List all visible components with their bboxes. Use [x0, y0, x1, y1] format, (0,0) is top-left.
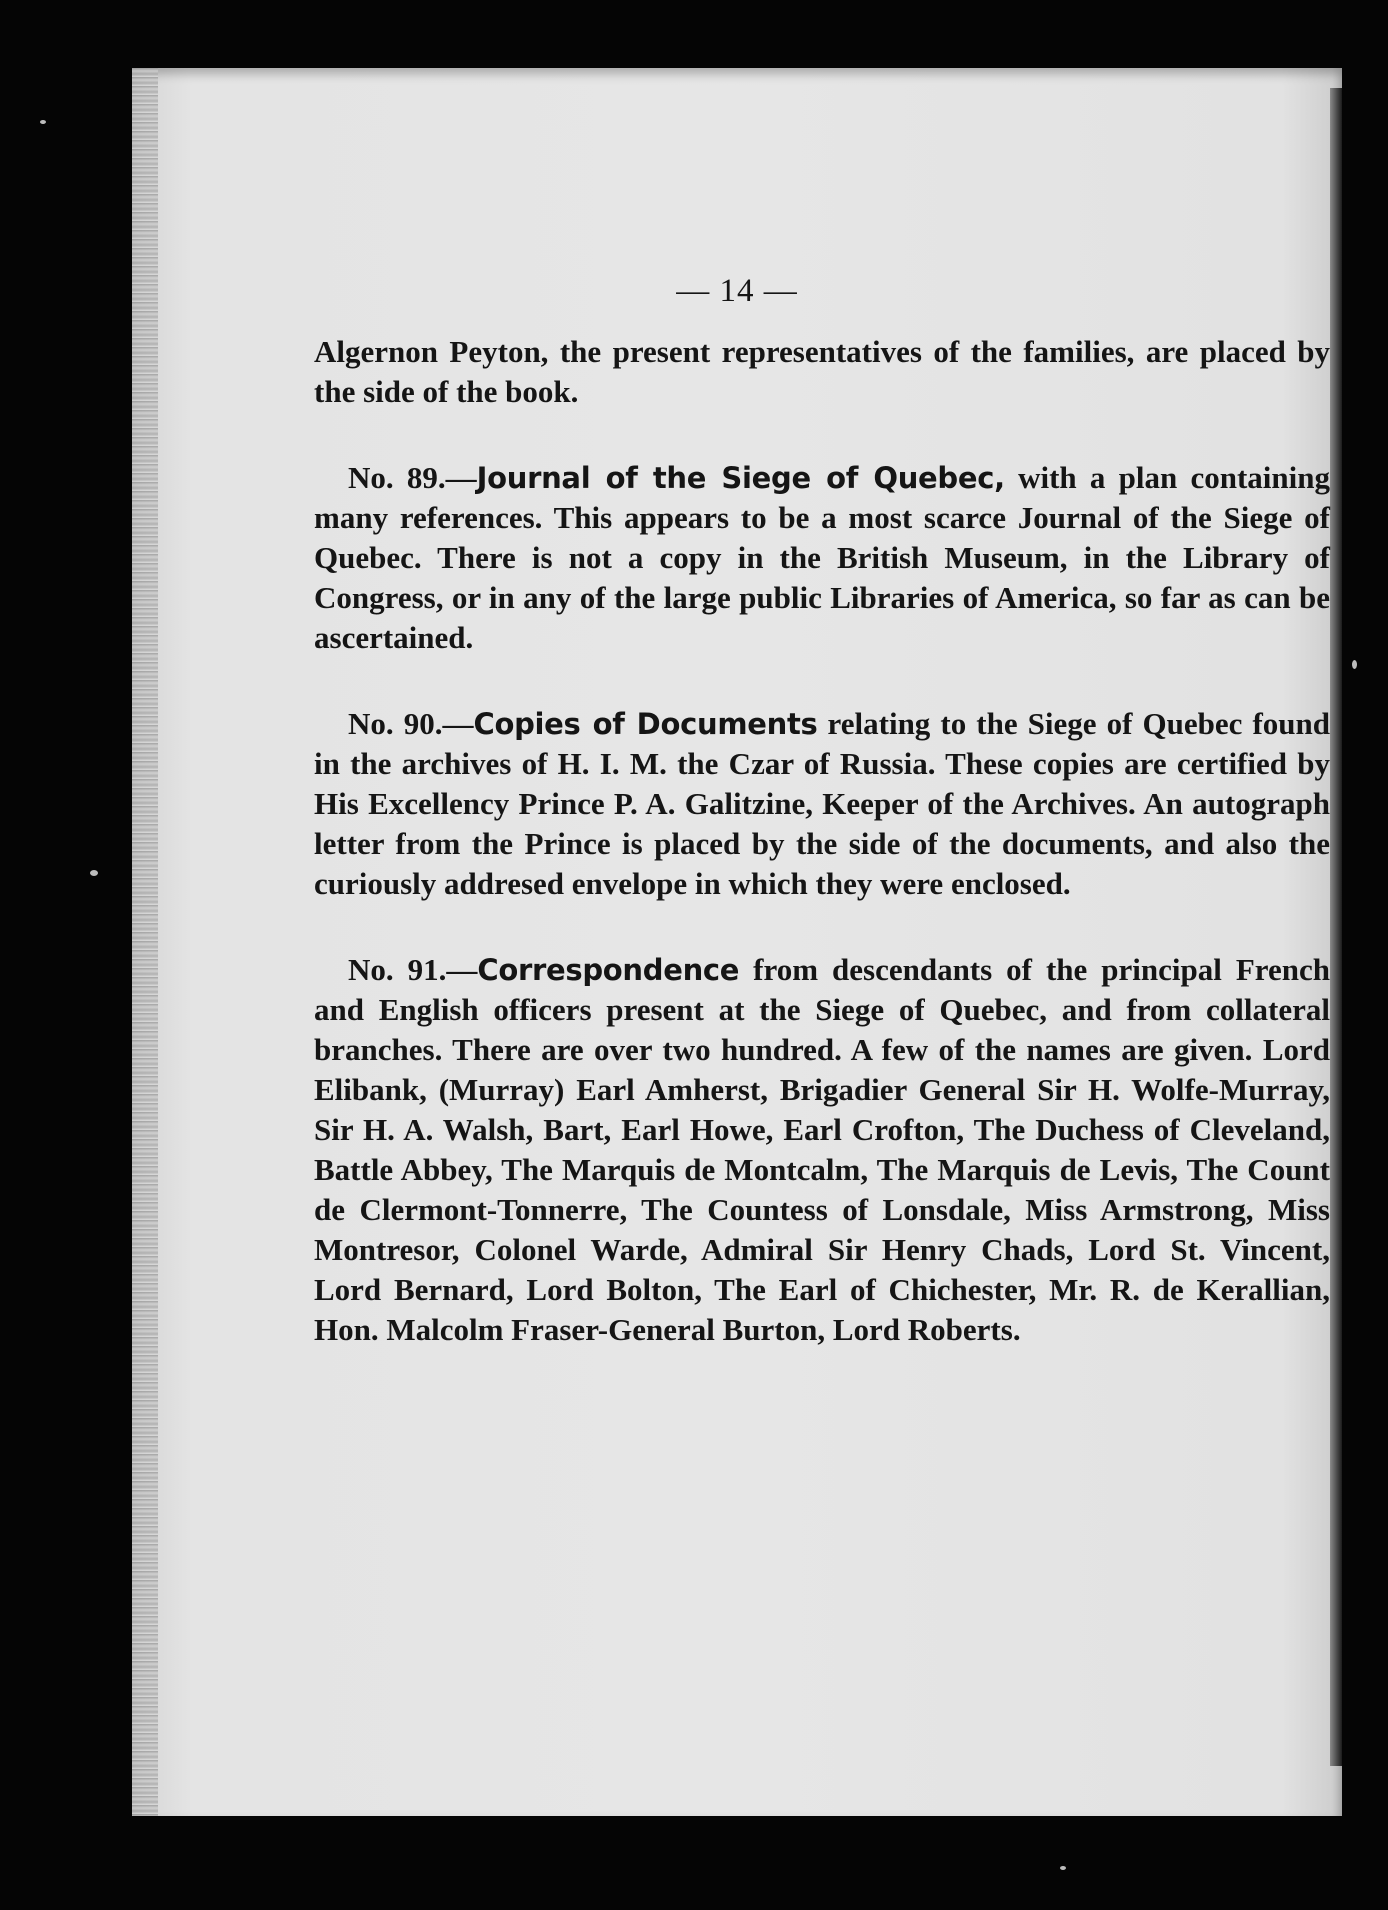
bound-edge [132, 68, 158, 1816]
dust-speck [90, 870, 98, 876]
paragraph-continuation [314, 332, 1330, 412]
entry-description: with a plan containing many references. This appears to be a most scarce Journal of the Siege of Quebec. There is not a copy in the British Museum, in the Library of Congress, or in any of the large public Libraries of America, so far as can be ascertained. [314, 460, 1330, 655]
entry-title: Copies of Documents [473, 707, 818, 741]
entry-90 [314, 704, 1330, 904]
dust-speck [1352, 660, 1357, 669]
page-number: — 14 — [676, 273, 798, 309]
entry-description: relating to the Siege of Quebec found in the archives of H. I. M. the Czar of Russia. These copies are certified by His Excellency Prince P. A. Galitzine, Keeper of the Archives. An autograph letter from the Prince is placed by the side of the documents, and also the curiously addresed envelope in which they were enclosed. [314, 706, 1331, 901]
body-text [314, 332, 1330, 1396]
entry-91 [314, 950, 1330, 1350]
dust-speck [40, 120, 46, 124]
paragraph-text: Algernon Peyton, the present representatives of the families, are placed by the side of the book. [314, 334, 1330, 409]
entry-description: from descendants of the principal French and English officers present at the Siege of Quebec, and from collateral branches. There are over two hundred. A few of the names are given. Lord Elibank, (Murray) Earl Amherst, Brigadier General Sir H. Wolfe-Murray, Sir H. A. Walsh, Bart, Earl Howe, Earl Crofton, The Duchess of Cleveland, Battle Abbey, The Marquis de Montcalm, The Marquis de Levis, The Count de Clermont-Tonnerre, The Countess of Lonsdale, Miss Armstrong, Miss Montresor, Colonel Warde, Admiral Sir Henry Chads, Lord St. Vincent, Lord Bernard, Lord Bolton, The Earl of Chichester, Mr. R. de Kerallian, Hon. Malcolm Fraser-General Burton, Lord Roberts. [314, 952, 1330, 1347]
entry-number: No. 91.— [348, 952, 478, 987]
entry-number: No. 89.— [348, 460, 477, 495]
entry-number: No. 90.— [348, 706, 474, 741]
entry-89 [314, 458, 1330, 658]
book-page [132, 68, 1342, 1816]
entry-title: Correspondence [477, 953, 740, 987]
page-edge-shadow [1330, 88, 1342, 1766]
dust-speck [1060, 1866, 1066, 1870]
entry-title: Journal of the Siege of Quebec, [476, 461, 1005, 495]
